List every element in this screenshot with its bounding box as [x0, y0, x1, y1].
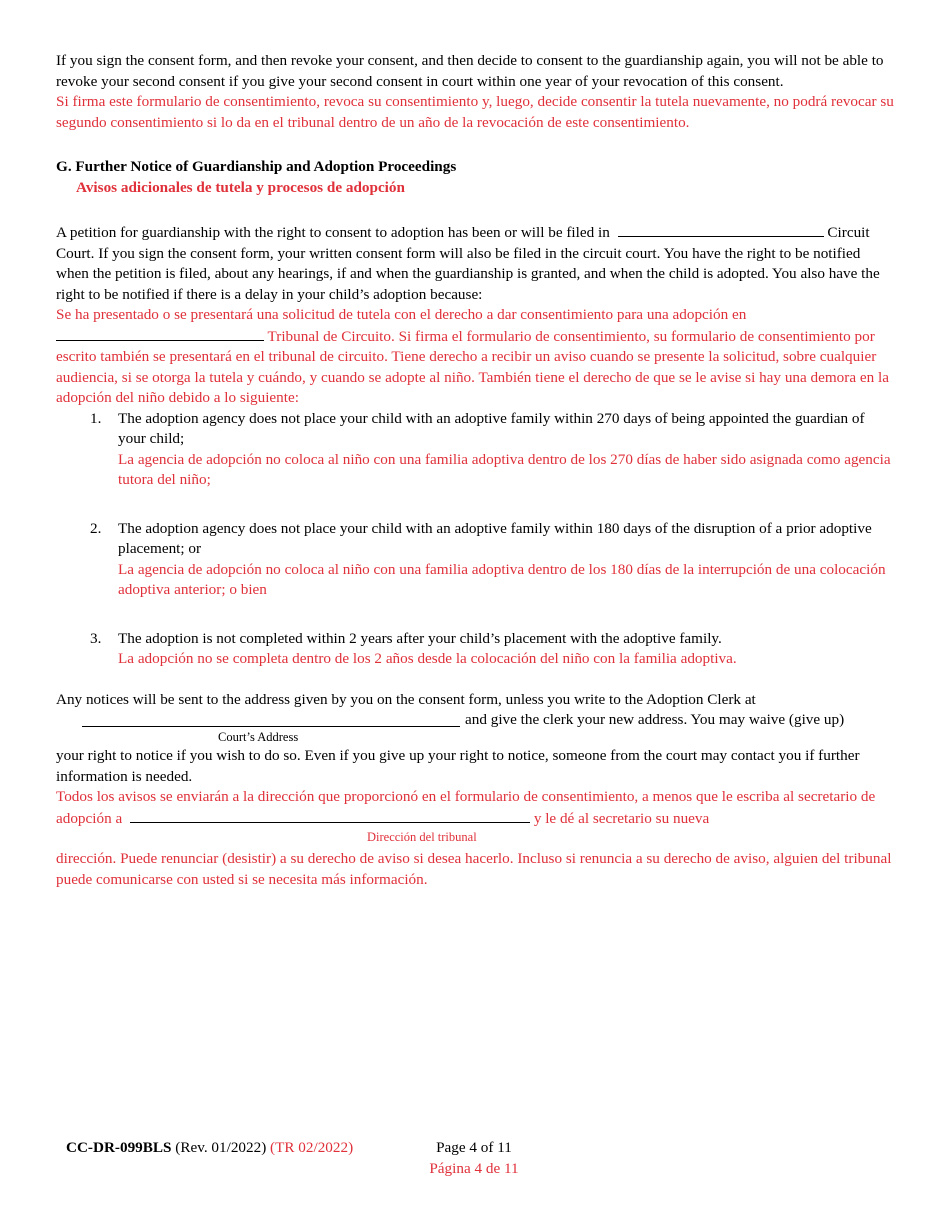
section-heading-es: Avisos adicionales de tutela y procesos de adopción — [76, 178, 405, 196]
document-page — [56, 51, 896, 890]
intro-en: If you sign the consent form, and then revoke your consent, and then decide to consent to the guardianship again, you will not be able to revoke your second consent if you give your second consent in court within one year of your revocation of this consent. — [56, 52, 884, 90]
notices-es-c: dirección. Puede renunciar (desistir) a su derecho de aviso si desea hacerlo. Incluso si renuncia a su derecho de aviso, alguien del tribunal puede comunicarse con usted si se necesita más información. — [56, 850, 892, 888]
county-blank-field[interactable] — [618, 222, 824, 237]
page-number-en: Page 4 of 11 — [436, 1139, 512, 1156]
notices-es-text-b: y le dé al secretario su nueva — [533, 809, 710, 827]
form-revision: (Rev. 01/2022) — [175, 1139, 267, 1156]
list-item-en: The adoption is not completed within 2 years after your child’s placement with the adoptive family. — [118, 629, 722, 647]
court-address-blank-field[interactable] — [82, 712, 460, 727]
page-number-es: Página 4 de 11 — [429, 1159, 519, 1177]
list-item-en: The adoption agency does not place your child with an adoptive family within 270 days of being appointed the guardian of your child; — [118, 409, 865, 447]
form-identifier — [66, 1138, 353, 1159]
petition-en-text-b: Circuit Court. If you sign the consent form, your written consent form will also be filed in the circuit court. You have the right to be notified when the petition is filed, about any hearings, if and when the guardianship is granted, and when the child is adopted. You also have the right to be notified if there is a delay in your child’s adoption because: — [56, 224, 880, 303]
petition-es-text-a: Se ha presentado o se presentará una solicitud de tutela con el derecho a dar consentimiento para una adopción en — [56, 306, 747, 323]
list-item-es: La adopción no se completa dentro de los 2 años desde la colocación del niño con la familia adoptiva. — [118, 650, 737, 667]
delay-reasons-list — [56, 409, 896, 670]
list-item-en: The adoption agency does not place your child with an adoptive family within 180 days of the disruption of a prior adoptive placement; or — [118, 519, 872, 557]
list-item — [56, 519, 896, 601]
petition-es-text-b: Tribunal de Circuito. Si firma el formulario de consentimiento, su formulario de consentimiento por escrito también se presentará en el tribunal de circuito. Tiene derecho a recibir un aviso cuando se presente la solicitud, sobre cualquier audiencia, si se otorga la tutela y cuándo, y cuando se adopte al niño. También tiene el derecho de que se le avise si hay una demora en la adopción del niño debido a lo siguiente: — [56, 327, 889, 406]
court-address-caption-line-es — [56, 829, 896, 849]
county-blank-field-es[interactable] — [56, 326, 264, 341]
notices-en-c: your right to notice if you wish to do so. Even if you give up your right to notice, someone from the court may contact you if further information is needed. — [56, 747, 860, 785]
court-address-line-en — [56, 710, 896, 746]
list-item — [56, 629, 896, 670]
list-number: 2. — [90, 519, 102, 537]
court-address-caption-es: Dirección del tribunal — [367, 830, 477, 844]
court-address-caption: Court’s Address — [218, 730, 299, 744]
form-number: CC-DR-099BLS — [66, 1139, 172, 1156]
list-item-es: La agencia de adopción no coloca al niño con una familia adoptiva dentro de los 180 días de la interrupción de una colocación adoptiva anterior; o bien — [118, 560, 886, 598]
petition-en-text-a: A petition for guardianship with the right to consent to adoption has been or will be filed in — [56, 224, 610, 241]
list-item-es: La agencia de adopción no coloca al niño con una familia adoptiva dentro de los 270 días de haber sido asignada como agencia tutora del niño; — [118, 450, 891, 488]
section-heading-en: G. Further Notice of Guardianship and Adoption Proceedings — [56, 158, 457, 175]
court-address-blank-field-es[interactable] — [130, 808, 530, 823]
page-number — [394, 1138, 554, 1179]
list-number: 1. — [90, 409, 102, 427]
notices-es-text-a: Todos los avisos se enviarán a la dirección que proporcionó en el formulario de consentimiento, a menos que le escriba al secretario de adopción a — [56, 788, 876, 827]
petition-en — [56, 222, 896, 305]
form-translation-revision: (TR 02/2022) — [270, 1139, 354, 1156]
intro-es: Si firma este formulario de consentimiento, revoca su consentimiento y, luego, decide consentir la tutela nuevamente, no podrá revocar su segundo consentimiento si lo da en el tribunal dentro de un año de la revocación de este consentimiento. — [56, 93, 894, 131]
list-number: 3. — [90, 629, 102, 647]
list-item — [56, 409, 896, 491]
petition-es — [56, 305, 896, 409]
notices-en-b: and give the clerk your new address. You may waive (give up) — [465, 711, 845, 728]
notices-es-a — [56, 787, 896, 829]
notices-en-a: Any notices will be sent to the address given by you on the consent form, unless you write to the Adoption Clerk at — [56, 690, 756, 708]
